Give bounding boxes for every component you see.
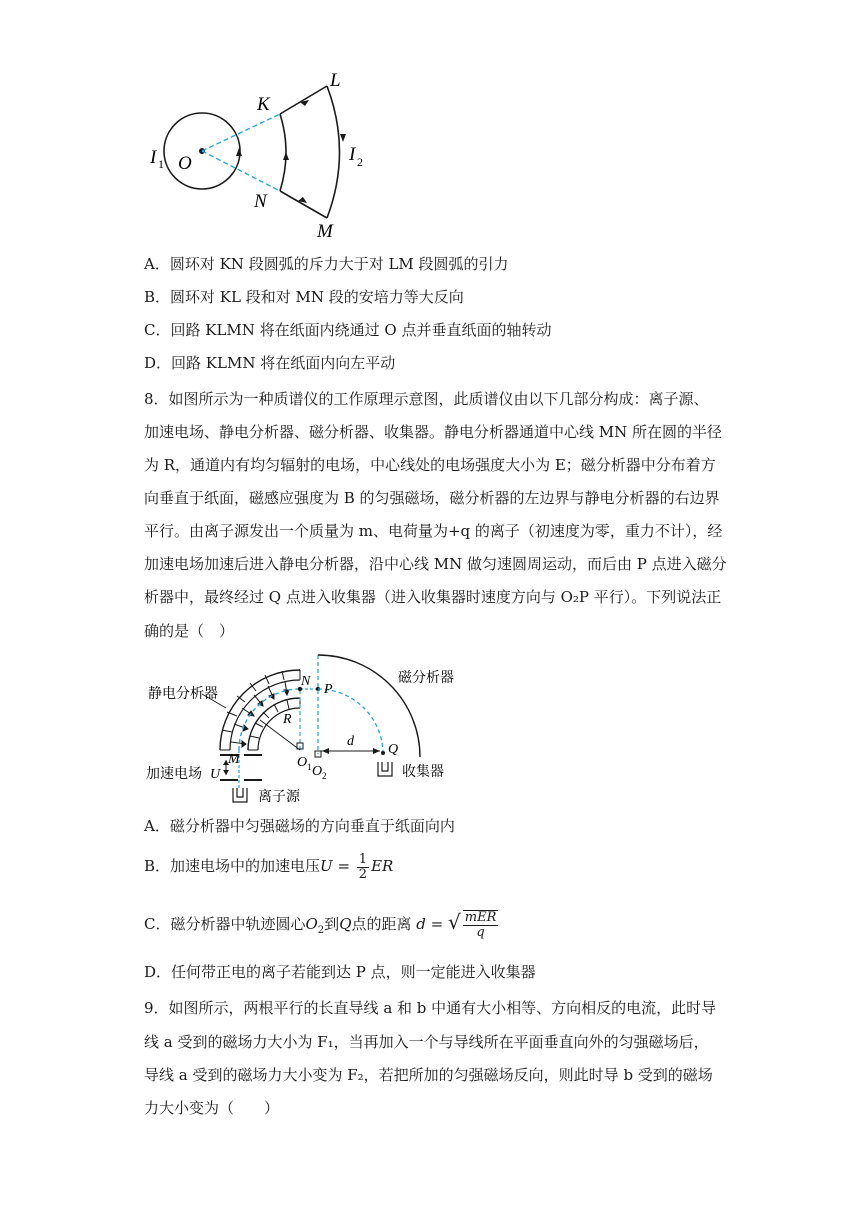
- radius-R: [260, 720, 300, 750]
- segment-MN: [280, 191, 327, 218]
- point-Q: [381, 751, 385, 755]
- q8-line-8: 确的是（ ）: [144, 622, 235, 640]
- label-cifenxi: 磁分析器: [398, 671, 454, 686]
- q8-option-c-q: Q: [339, 915, 352, 933]
- q7-option-a: A．圆环对 KN 段圆弧的斥力大于对 LM 段圆弧的引力: [144, 255, 509, 273]
- q8-option-b-den: 2: [358, 866, 368, 882]
- q7-option-b: B．圆环对 KL 段和对 MN 段的安培力等大反向: [144, 288, 464, 306]
- label-L: L: [330, 70, 341, 91]
- label-N: N: [301, 674, 311, 689]
- q8-option-c-num: mER: [464, 910, 497, 925]
- dashed-ON: [202, 151, 280, 191]
- q8-option-b-rhs: ER: [371, 857, 394, 875]
- ring-arrow-icon: [236, 148, 242, 156]
- q8-line-4: 向垂直于纸面，磁感应强度为 B 的匀强磁场，磁分析器的左边界与静电分析器的右边界: [144, 489, 720, 507]
- q8-option-b-fraction: [357, 853, 369, 882]
- label-d: d: [347, 734, 354, 749]
- q8-line-5: 平行。由离子源发出一个质量为 m、电荷量为+q 的离子（初速度为零，重力不计），经: [144, 522, 723, 540]
- label-K: K: [257, 94, 270, 115]
- q7-option-d: D．回路 KLMN 将在纸面内向左平动: [144, 354, 396, 372]
- dashed-OK: [202, 114, 280, 151]
- q8-option-b-num: 1: [358, 851, 368, 867]
- q8-option-c-O2: O: [305, 915, 318, 933]
- q8-option-b-lhs: U =: [320, 857, 351, 875]
- label-M: M: [317, 221, 333, 242]
- label-O: O: [178, 153, 192, 174]
- label-M: M: [228, 752, 240, 767]
- q8-option-c-mid: 到: [324, 915, 340, 933]
- q8-option-c-prefix: C．磁分析器中轨迹圆心: [144, 915, 306, 933]
- ion-source-icon: [233, 788, 247, 802]
- label-shouji: 收集器: [402, 765, 444, 780]
- d-arrow-left-icon: [322, 748, 329, 754]
- esa-inner-arc-2: [248, 698, 300, 750]
- q8-option-a: A．磁分析器中匀强磁场的方向垂直于纸面向内: [144, 817, 455, 835]
- arc-KN-arrow-icon: [283, 152, 289, 160]
- q8-line-7: 析器中，最终经过 Q 点进入收集器（进入收集器时速度方向与 O₂P 平行）。下列说法正: [144, 588, 722, 606]
- U-arrow-down-icon: [223, 770, 229, 775]
- label-O2-sub: 2: [322, 771, 327, 781]
- arc-KN: [280, 114, 286, 191]
- esa-inner-arc: [258, 708, 300, 750]
- q8-option-b: [144, 848, 393, 884]
- q9-line-3: 导线 a 受到的磁场力大小变为 F₂，若把所加的匀强磁场反向，则此时导 b 受到的磁场: [144, 1066, 713, 1084]
- q8-line-6: 加速电场加速后进入静电分析器，沿中心线 MN 做匀速圆周运动，而后由 P 点进入磁分: [144, 555, 727, 573]
- q8-option-c-mid2: 点的距离: [351, 915, 412, 933]
- label-R: R: [283, 712, 292, 727]
- q8-line-3: 为 R，通道内有均匀辐射的电场，中心线处的电场强度大小为 E；磁分析器中分布着方: [144, 456, 716, 474]
- arc-LM-arrow-icon: [340, 134, 346, 142]
- q8-option-b-prefix: B．加速电场中的加速电压: [144, 857, 321, 875]
- q9-line-2: 线 a 受到的磁场力大小为 F₁，当再加入一个与导线所在平面垂直向外的匀强磁场后，: [144, 1033, 709, 1051]
- q8-line-1: 8．如图所示为一种质谱仪的工作原理示意图，此质谱仪由以下几部分构成：离子源、: [144, 390, 709, 408]
- q8-option-c-den: q: [476, 925, 485, 940]
- q8-option-c-lhs: d =: [416, 915, 444, 933]
- figure-mass-spectrometer: [140, 650, 470, 810]
- sqrt-icon: √: [448, 910, 461, 934]
- label-I1: I: [150, 147, 157, 168]
- label-I2-sub: 2: [357, 155, 363, 169]
- label-O1: O: [297, 755, 308, 770]
- collector-icon: [378, 762, 392, 776]
- label-jingdian: 静电分析器: [148, 687, 218, 702]
- label-I2: I: [349, 144, 356, 165]
- label-Q: Q: [388, 742, 399, 757]
- label-I1-sub: 1: [158, 157, 164, 171]
- q8-option-c-O2-sub: 2: [317, 925, 325, 936]
- label-N: N: [254, 191, 267, 212]
- q9-line-4: 力大小变为（ ）: [144, 1099, 280, 1117]
- label-O1-sub: 1: [307, 762, 312, 772]
- q8-option-c-fraction: [463, 910, 499, 940]
- label-O2: O: [312, 764, 323, 779]
- label-jiasu: 加速电场: [146, 767, 202, 782]
- arc-LM: [327, 86, 340, 218]
- q9-line-1: 9．如图所示，两根平行的长直导线 a 和 b 中通有大小相等、方向相反的电流，此时导: [144, 999, 717, 1017]
- q8-line-2: 加速电场、静电分析器、磁分析器、收集器。静电分析器通道中心线 MN 所在圆的半径: [144, 423, 723, 441]
- figure-ring-loop: [140, 66, 370, 246]
- label-lizi: 离子源: [258, 790, 300, 805]
- label-P: P: [324, 682, 333, 697]
- q8-option-c: [144, 902, 500, 942]
- d-arrow-right-icon: [373, 748, 380, 754]
- q7-option-c: C．回路 KLMN 将在纸面内绕通过 O 点并垂直纸面的轴转动: [144, 321, 552, 339]
- segment-KL: [280, 86, 327, 114]
- label-U: U: [210, 767, 221, 782]
- q8-option-d: D．任何带正电的离子若能到达 P 点，则一定能进入收集器: [144, 963, 536, 981]
